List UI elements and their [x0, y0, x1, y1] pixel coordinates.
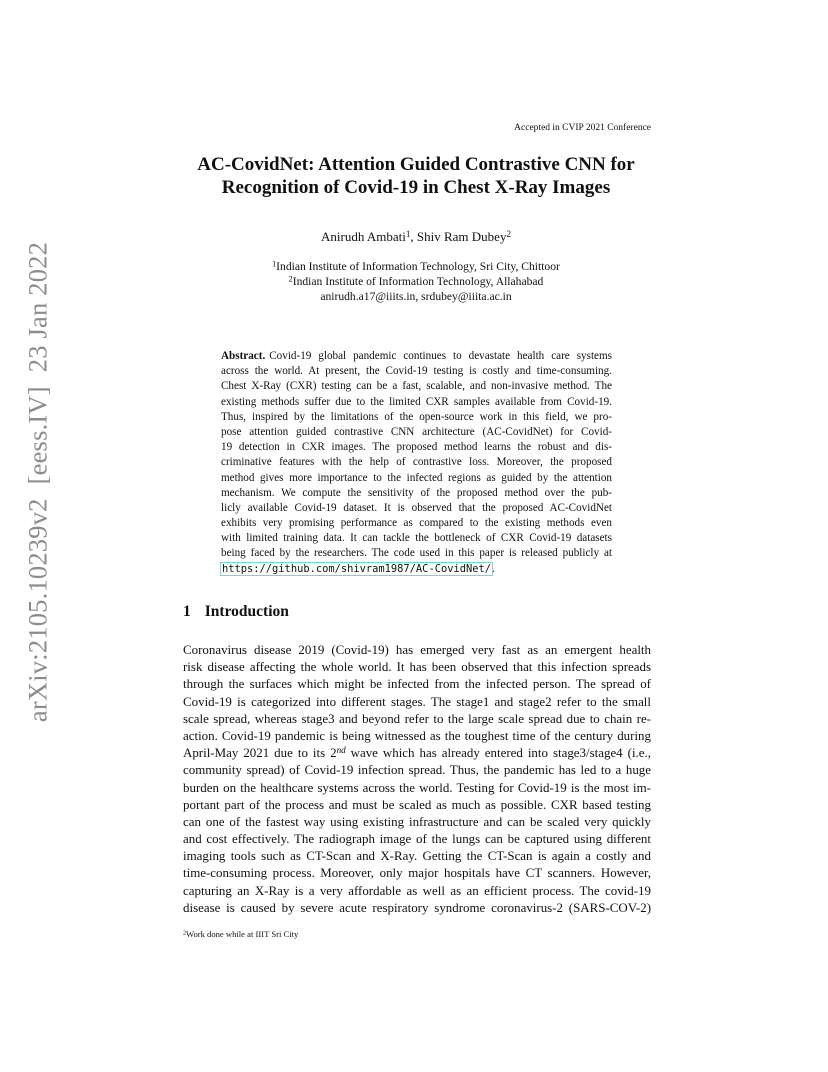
abstract-line: pose attention guided contrastive CNN architecture (AC-CovidNet) for Covid- — [221, 425, 612, 438]
footnote — [183, 929, 298, 939]
abstract-line: method gives more importance to the infected regions as guided by the attention — [221, 471, 612, 484]
abstract-line: 19 detection in CXR images. The proposed method learns the robust and dis- — [221, 441, 612, 454]
ordinal-suffix — [337, 745, 346, 755]
paper-title — [140, 153, 692, 199]
author-affiliation-mark: 1 — [405, 228, 411, 239]
abstract-line: Chest X-Ray (CXR) testing can be a fast, scalable, and non-invasive method. The — [221, 380, 612, 393]
body-line: Coronavirus disease 2019 (Covid-19) has emerged very fast as an emergent health — [183, 642, 651, 657]
body-line: and cost effectively. The radiograph image of the lungs can be captured using different — [183, 831, 651, 847]
abstract-line: with limited training data. It can tackle the bottleneck of CXR Covid-19 datasets — [221, 532, 612, 545]
affiliations — [140, 259, 692, 304]
author-separator: , — [410, 229, 417, 244]
author-emails: anirudh.a17@iiits.in, srdubey@iiita.ac.in — [320, 290, 512, 303]
abstract-line: licly available Covid-19 dataset. It is observed that the proposed AC-CovidNet — [221, 501, 612, 514]
section-title: Introduction — [204, 603, 289, 620]
ordinal-suffix-text: nd — [336, 745, 346, 756]
author-name: Shiv Ram Dubey — [416, 229, 507, 244]
body-line: scale spread, whereas stage3 and beyond refer to the large scale spread due to chain re- — [183, 710, 651, 726]
body-line: Covid-19 is categorized into different stages. The stage1 and stage2 refer to the small — [183, 693, 651, 709]
affiliation-line — [140, 259, 692, 274]
abstract-line: mechanism. We compute the sensitivity of the proposed method over the pub- — [221, 486, 612, 499]
author-name: Anirudh Ambati — [320, 229, 406, 244]
body-text: wave which has already entered into stage3/stage4 (i.e., — [345, 745, 651, 761]
footnote-text: Work done while at IIIT Sri City — [186, 929, 299, 939]
link-period: . — [492, 562, 495, 575]
body-line: through the surfaces which might be infected from the infected person. The spread of — [183, 676, 651, 692]
body-line: action. Covid-19 pandemic is being witnessed as the toughest time of the century during — [183, 727, 651, 743]
intro-paragraph — [183, 641, 651, 916]
body-line: can one of the fastest way using existing infrastructure and can be scaled very quickly — [183, 813, 651, 829]
body-line — [183, 744, 651, 761]
arxiv-date: 23 Jan 2022 — [22, 241, 53, 373]
body-line: risk disease affecting the whole world. It has been observed that this infection spreads — [183, 659, 651, 675]
section-number: 1 — [183, 603, 191, 620]
author-list — [140, 229, 692, 245]
code-repository-link[interactable]: https://github.com/shivram1987/AC-CovidNet/ — [222, 562, 491, 575]
abstract — [221, 349, 612, 577]
arxiv-stamp — [23, 242, 54, 722]
affiliation-mark: 2 — [288, 274, 293, 284]
title-line-2: Recognition of Covid-19 in Chest X-Ray Images — [221, 177, 611, 198]
abstract-line: existing methods suffer due to the limited CXR samples available from Covid-19. — [221, 395, 612, 408]
body-text: April-May 2021 due to its 2 — [183, 745, 337, 761]
affiliation-mark: 1 — [272, 259, 277, 269]
affiliation-line — [140, 274, 692, 289]
author-affiliation-mark: 2 — [506, 228, 511, 239]
arxiv-id: arXiv:2105.10239v2 — [22, 498, 53, 723]
affiliation-text: Indian Institute of Information Technology, Sri City, Chittoor — [276, 260, 560, 273]
body-line: portant part of the process and must be scaled as much as possible. CXR based testing — [183, 796, 651, 812]
conference-note: Accepted in CVIP 2021 Conference — [514, 123, 651, 133]
section-heading — [183, 603, 289, 621]
footnote-mark: 2 — [183, 930, 187, 937]
affiliation-text: Indian Institute of Information Technology, Allahabad — [292, 275, 544, 288]
abstract-text: Covid-19 global pandemic continues to devastate health care systems — [269, 350, 612, 362]
abstract-line: criminative features with the help of contrastive loss. Moreover, the proposed — [221, 456, 612, 469]
arxiv-category: [eess.IV] — [22, 386, 53, 485]
body-line: imaging tools such as CT-Scan and X-Ray. Getting the CT-Scan is again a costly and — [183, 848, 651, 864]
abstract-line: exhibits very promising performance as compared to the existing methods even — [221, 517, 612, 530]
abstract-line: across the world. At present, the Covid-19 testing is costly and time-consuming. — [221, 365, 612, 378]
body-line: burden on the healthcare systems across the world. Testing for Covid-19 is the most im- — [183, 779, 651, 795]
abstract-line: being faced by the researchers. The code used in this paper is released publicly at — [221, 547, 612, 560]
abstract-line — [221, 349, 612, 364]
body-line: capturing an X-Ray is a very affordable as well as an efficient process. The covid-19 — [183, 882, 651, 898]
title-line-1: AC-CovidNet: Attention Guided Contrastive CNN for — [197, 154, 635, 175]
body-line: time-consuming process. Moreover, only major hospitals have CT scanners. However, — [183, 865, 651, 881]
body-line: community spread) of Covid-19 infection spread. Thus, the pandemic has led to a huge — [183, 762, 651, 778]
body-line: disease is caused by severe acute respiratory syndrome coronavirus-2 (SARS-COV-2) — [183, 899, 651, 915]
abstract-heading: Abstract. — [221, 350, 266, 362]
abstract-line — [221, 562, 612, 577]
abstract-line: Thus, inspired by the limitations of the open-source work in this field, we pro- — [221, 410, 612, 423]
